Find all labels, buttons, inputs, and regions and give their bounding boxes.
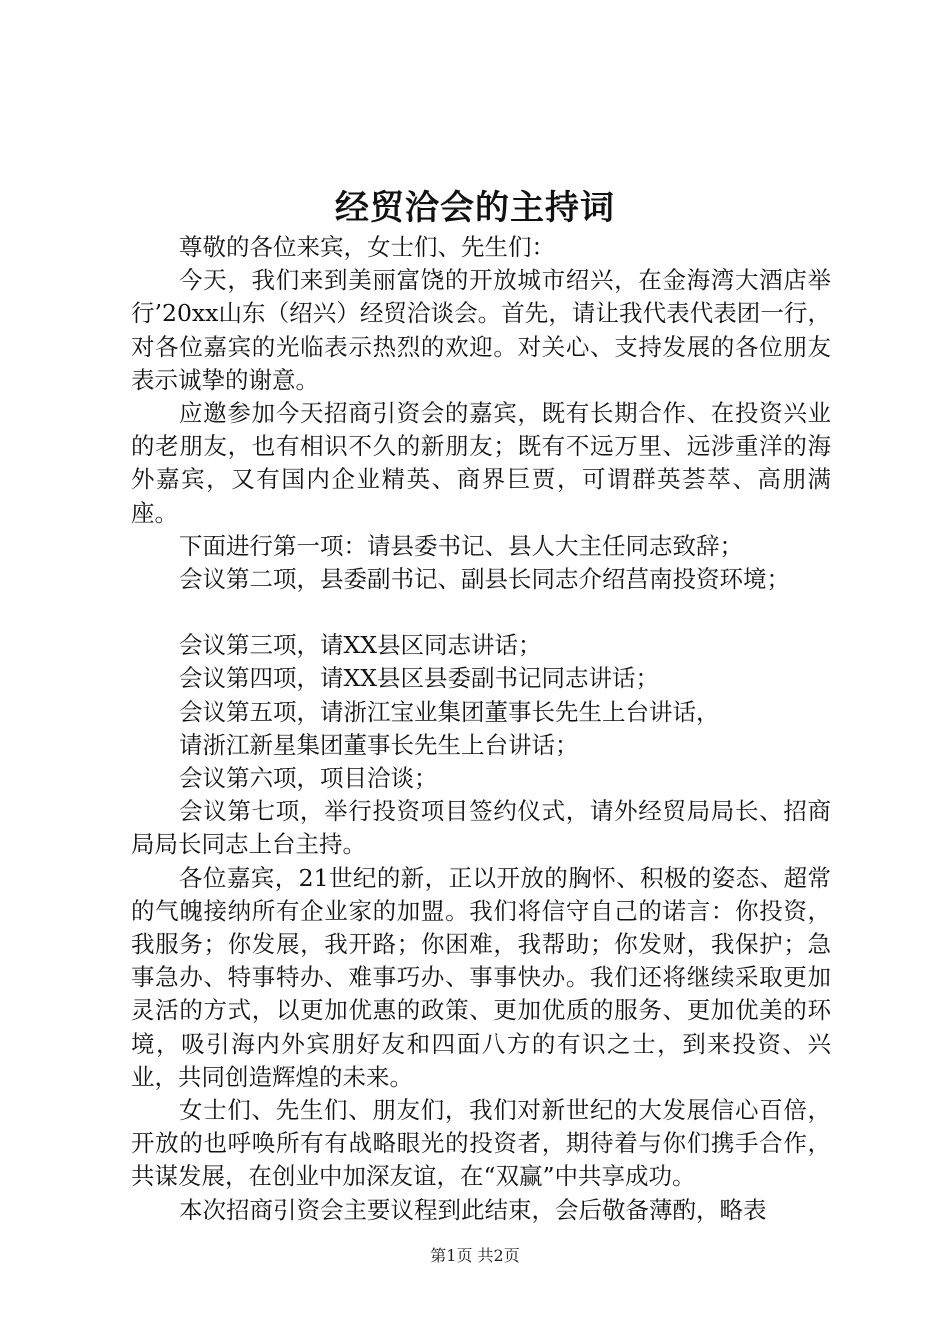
agenda-item-7: 会议第七项，举行投资项目签约仪式，请外经贸局局长、招商局局长同志上台主持。 [131,797,831,859]
paragraph-promise: 各位嘉宾，21世纪的新，正以开放的胸怀、积极的姿态、超常的气魄接纳所有企业家的加盟。我们将信守自己的诺言：你投资，我服务；你发展，我开路；你困难，我帮助；你发财，我保护；急事急办、特事特办、难事巧办、事事快办。我们还将继续采取更加灵活的方式，以更加优惠的政策、更加优质的服务、更加优美的环境，吸引海内外宾朋好友和四面八方的有识之士，到来投资、兴业，共同创造辉煌的未来。 [131,863,831,1091]
document-body [131,231,831,1227]
agenda-item-5-continued: 请浙江新星集团董事长先生上台讲话； [179,730,579,759]
agenda-item-3: 会议第三项，请XX县区同志讲话； [179,631,542,660]
agenda-item-6: 会议第六项，项目洽谈； [179,764,438,793]
document-title: 经贸洽会的主持词 [335,188,615,228]
paragraph-guests: 应邀参加今天招商引资会的嘉宾，既有长期合作、在投资兴业的老朋友，也有相识不久的新朋友；既有不远万里、远涉重洋的海外嘉宾，又有国内企业精英、商界巨贾，可谓群英荟萃、高朋满座。 [131,399,831,527]
paragraph-confidence: 女士们、先生们、朋友们，我们对新世纪的大发展信心百倍，开放的也呼唤所有有战略眼光的投资者，期待着与你们携手合作，共谋发展，在创业中加深友谊，在“双赢”中共享成功。 [131,1096,831,1191]
paragraph-closing: 本次招商引资会主要议程到此结束，会后敬备薄酌，略表 [179,1195,767,1224]
page-footer: 第1页 共2页 [430,1246,520,1265]
agenda-item-1: 下面进行第一项：请县委书记、县人大主任同志致辞； [179,531,743,560]
agenda-item-4: 会议第四项，请XX县区县委副书记同志讲话； [179,664,659,693]
paragraph-salutation: 尊敬的各位来宾，女士们、先生们： [179,233,555,261]
agenda-item-5: 会议第五项，请浙江宝业集团董事长先生上台讲话， [179,697,720,726]
paragraph-opening: 今天，我们来到美丽富饶的开放城市绍兴，在金海湾大酒店举行’20xx山东（绍兴）经贸洽谈会。首先，请让我代表代表团一行，对各位嘉宾的光临表示热烈的欢迎。对关心、支持发展的各位朋友表示诚挚的谢意。 [131,266,831,394]
agenda-item-2: 会议第二项，县委副书记、副县长同志介绍莒南投资环境； [179,565,790,594]
